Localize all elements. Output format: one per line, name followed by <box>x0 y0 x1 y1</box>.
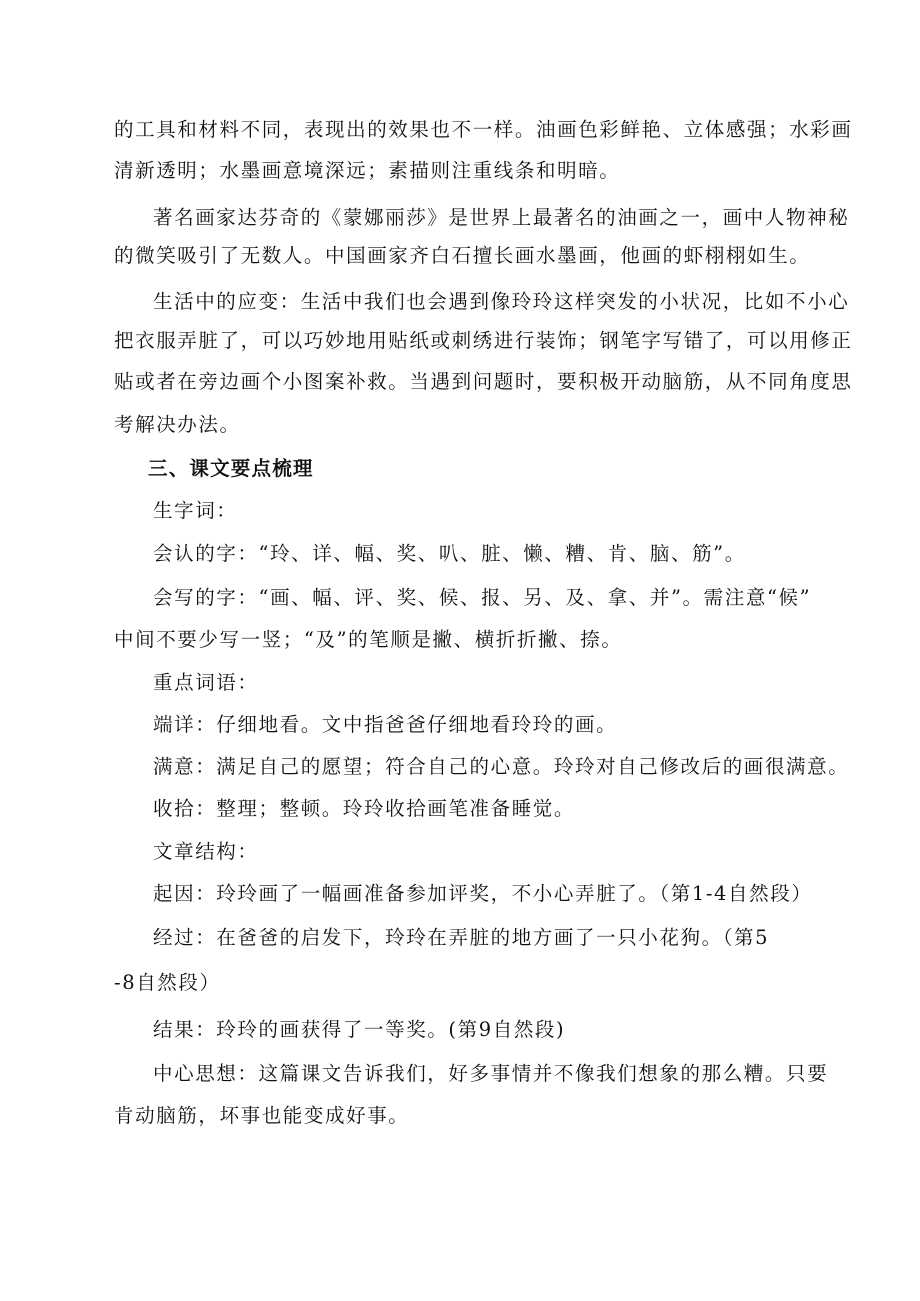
key-word-item: 满意：满足自己的愿望；符合自己的心意。玲玲对自己修改后的画很满意。 <box>153 755 850 778</box>
structure-cause: 起因：玲玲画了一幅画准备参加评奖，不小心弄脏了。（第1-4自然段） <box>153 882 813 905</box>
vocab-label: 生字词： <box>153 499 238 522</box>
structure-process-line: 经过：在爸爸的启发下，玲玲在弄脏的地方画了一只小花狗。（第5 <box>153 926 770 949</box>
structure-result: 结果：玲玲的画获得了一等奖。(第9自然段) <box>153 1018 566 1041</box>
coping-paragraph-line: 考解决办法。 <box>114 413 241 436</box>
coping-paragraph-line: 生活中的应变：生活中我们也会遇到像玲玲这样突发的小状况，比如不小心 <box>153 290 850 313</box>
intro-paragraph-line: 清新透明；水墨画意境深远；素描则注重线条和明暗。 <box>114 159 621 182</box>
coping-paragraph-line: 把衣服弄脏了，可以巧妙地用贴纸或刺绣进行装饰；钢笔字写错了，可以用修正 <box>114 329 853 352</box>
paintings-paragraph-line: 著名画家达芬奇的《蒙娜丽莎》是世界上最著名的油画之一，画中人物神秘 <box>153 206 850 229</box>
key-word-item: 收拾：整理；整顿。玲玲收拾画笔准备睡觉。 <box>153 797 576 820</box>
intro-paragraph-line: 的工具和材料不同，表现出的效果也不一样。油画色彩鲜艳、立体感强；水彩画 <box>114 118 853 141</box>
key-words-label: 重点词语： <box>153 671 259 694</box>
structure-process-line: -8自然段） <box>114 971 221 994</box>
recognize-chars-line: 会认的字：“玲、详、幅、奖、叭、脏、懒、糟、肯、脑、筋”。 <box>153 542 746 565</box>
paintings-paragraph-line: 的微笑吸引了无数人。中国画家齐白石擅长画水墨画，他画的虾栩栩如生。 <box>114 244 811 267</box>
coping-paragraph-line: 贴或者在旁边画个小图案补救。当遇到问题时，要积极开动脑筋，从不同角度思 <box>114 370 853 393</box>
central-idea-line: 肯动脑筋，坏事也能变成好事。 <box>114 1104 410 1127</box>
write-chars-line: 会写的字：“画、幅、评、奖、候、报、另、及、拿、并”。需注意“候” <box>153 586 812 609</box>
section-heading: 三、课文要点梳理 <box>148 457 314 480</box>
write-chars-line: 中间不要少写一竖；“及”的笔顺是撇、横折折撇、捺。 <box>114 628 623 651</box>
central-idea-line: 中心思想：这篇课文告诉我们，好多事情并不像我们想象的那么糟。只要 <box>153 1062 829 1085</box>
key-word-item: 端详：仔细地看。文中指爸爸仔细地看玲玲的画。 <box>153 713 618 736</box>
structure-label: 文章结构： <box>153 840 259 863</box>
